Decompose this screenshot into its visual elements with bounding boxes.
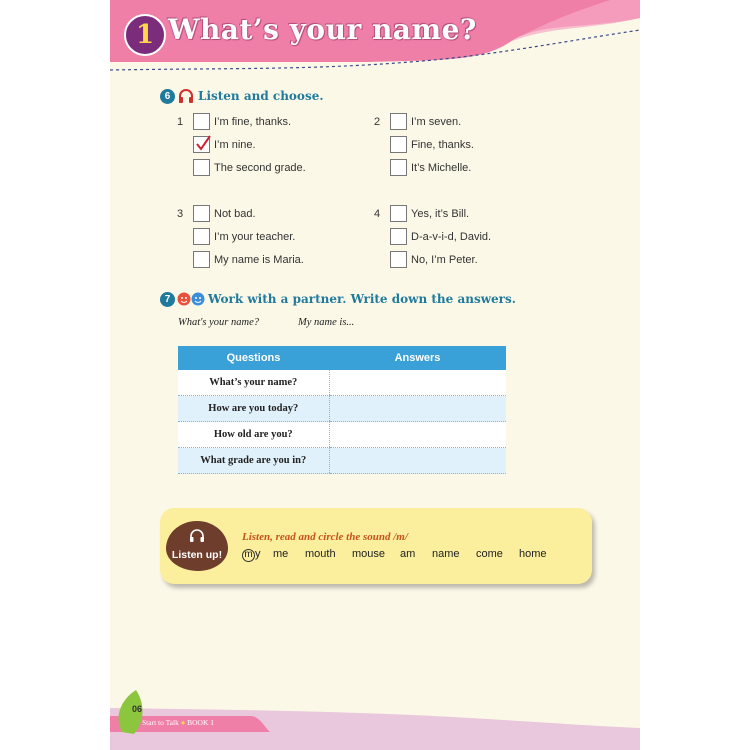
table-row [178, 422, 506, 448]
word-rest: y [255, 548, 261, 560]
answer-option: My name is Maria. [214, 254, 304, 266]
sound-word[interactable]: me [273, 548, 289, 560]
answer-checkbox[interactable] [390, 159, 407, 176]
headphones-icon [178, 88, 194, 104]
answer-checkbox[interactable] [193, 251, 210, 268]
answer-cell[interactable] [329, 422, 506, 448]
answer-option: D-a-v-i-d, David. [411, 231, 492, 243]
question-number: 1 [177, 116, 184, 128]
exercise-7-title: Work with a partner. Write down the answers. [208, 292, 516, 306]
book-suffix: BOOK 1 [187, 718, 215, 727]
sound-word[interactable]: am [400, 548, 416, 560]
listen-up-box [160, 508, 592, 584]
example-answer: My name is... [298, 317, 355, 328]
exercise-6-title: Listen and choose. [198, 89, 324, 103]
table-row [178, 396, 506, 422]
answer-checkbox[interactable] [390, 228, 407, 245]
column-header-answers: Answers [329, 346, 506, 370]
page-title: What’s your name? [168, 13, 477, 46]
answer-checkbox[interactable] [193, 205, 210, 222]
answer-checkbox[interactable] [193, 228, 210, 245]
sound-word[interactable]: home [519, 548, 547, 560]
answer-option: The second grade. [214, 162, 306, 174]
question-number: 4 [374, 208, 381, 220]
example-question: What's your name? [178, 317, 259, 328]
answer-option: I’m seven. [411, 116, 462, 128]
listen-up-label: Listen up! [171, 549, 223, 561]
sound-word-my[interactable] [242, 548, 261, 562]
listen-up-badge [166, 521, 228, 571]
question-cell: How are you today? [178, 396, 329, 422]
question-number: 2 [374, 116, 381, 128]
answer-cell[interactable] [329, 370, 506, 396]
sound-word[interactable]: name [432, 548, 460, 560]
question-cell: How old are you? [178, 422, 329, 448]
table-row [178, 370, 506, 396]
question-number: 3 [177, 208, 184, 220]
table-header-row [178, 346, 506, 370]
book-title: Start to Talk [142, 718, 179, 727]
exercise-7-number: 7 [160, 292, 175, 307]
headphones-icon [189, 529, 205, 543]
workbook-page [110, 0, 640, 750]
answer-option: I’m nine. [214, 139, 256, 151]
unit-number-badge: 1 [124, 14, 166, 56]
answer-checkbox[interactable] [390, 113, 407, 130]
answer-option: It’s Michelle. [411, 162, 472, 174]
listen-up-instruction: Listen, read and circle the sound /m/ [242, 531, 408, 543]
table-row [178, 448, 506, 474]
answer-option: I’m your teacher. [214, 231, 296, 243]
questions-answers-table [178, 346, 506, 474]
partner-faces-icon [177, 291, 205, 307]
answer-option: Fine, thanks. [411, 139, 474, 151]
answer-cell[interactable] [329, 448, 506, 474]
sound-word[interactable]: mouth [305, 548, 336, 560]
answer-checkbox[interactable] [193, 159, 210, 176]
answer-checkbox[interactable] [390, 205, 407, 222]
sound-word[interactable]: mouse [352, 548, 386, 560]
answer-option: Not bad. [214, 208, 256, 220]
exercise-6-number: 6 [160, 89, 175, 104]
checkmark-icon [194, 135, 211, 152]
answer-option: Yes, it’s Bill. [411, 208, 470, 220]
page-number: 06 [132, 704, 143, 714]
column-header-questions: Questions [178, 346, 329, 370]
footer-dot: ● [180, 718, 186, 727]
answer-option: I’m fine, thanks. [214, 116, 292, 128]
answer-checkbox-checked[interactable] [193, 136, 210, 153]
answer-checkbox[interactable] [390, 136, 407, 153]
answer-option: No, I’m Peter. [411, 254, 478, 266]
question-cell: What’s your name? [178, 370, 329, 396]
circled-letter: m [242, 549, 255, 562]
sound-word[interactable]: come [476, 548, 503, 560]
footer-book-title [142, 718, 214, 727]
question-cell: What grade are you in? [178, 448, 329, 474]
answer-cell[interactable] [329, 396, 506, 422]
answer-checkbox[interactable] [193, 113, 210, 130]
answer-checkbox[interactable] [390, 251, 407, 268]
